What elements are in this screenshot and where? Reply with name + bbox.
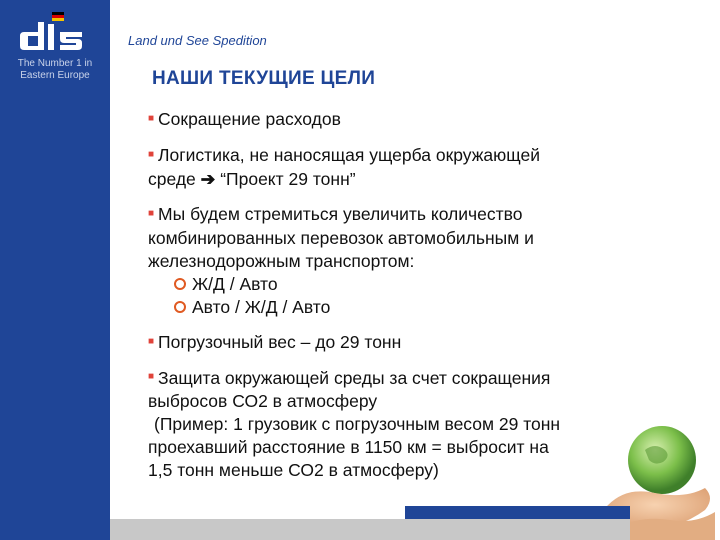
dls-logo [20,10,92,55]
company-name: Land und See Spedition [128,33,267,48]
sub-list-item [148,273,628,296]
footer-bar [110,519,630,540]
item-text: “Проект 29 тонн” [220,168,356,189]
list-item [148,367,628,483]
square-bullet-icon: ■ [148,371,155,383]
square-bullet-icon: ■ [148,207,155,219]
tagline [0,58,110,82]
item-text: (Пример: 1 грузовик с погрузочным весом 29 тонн [154,414,561,435]
item-text: Логистика, не наносящая ущерба окружающей [158,144,540,165]
sub-list-item [148,296,628,319]
tagline-line-2: Eastern Europe [20,70,90,81]
square-bullet-icon: ■ [148,335,155,347]
square-bullet-icon: ■ [148,112,155,124]
right-arrow-icon: ➔ [200,168,216,189]
slide-title: НАШИ ТЕКУЩИЕ ЦЕЛИ [152,68,376,89]
item-text: среде [148,168,196,189]
circle-bullet-icon [174,301,186,313]
square-bullet-icon: ■ [148,148,155,160]
tagline-line-1: The Number 1 in [17,58,93,69]
footer-accent-bar [405,506,630,520]
item-text: проехавший расстояние в 1150 км = выбросит на [148,437,549,458]
item-text: выбросов СО2 в атмосферу [148,391,378,412]
item-text: 1,5 тонн меньше СО2 в атмосферу) [148,460,439,481]
list-item [148,203,628,319]
brand-sidebar [0,0,110,540]
item-text: железнодорожным транспортом: [148,250,415,271]
item-text: Погрузочный вес – до 29 тонн [158,331,402,352]
item-text: комбинированных перевозок автомобильным и [148,227,534,248]
item-text: Защита окружающей среды за счет сокращения [158,367,551,388]
sub-item-text: Авто / Ж/Д / Авто [192,296,331,317]
item-text: Мы будем стремиться увеличить количество [158,203,523,224]
list-item [148,144,628,191]
slide-content [148,108,628,494]
circle-bullet-icon [174,278,186,290]
item-text: Сокращение расходов [158,109,341,129]
sub-item-text: Ж/Д / Авто [192,273,278,294]
list-item [148,108,628,132]
list-item [148,331,628,355]
